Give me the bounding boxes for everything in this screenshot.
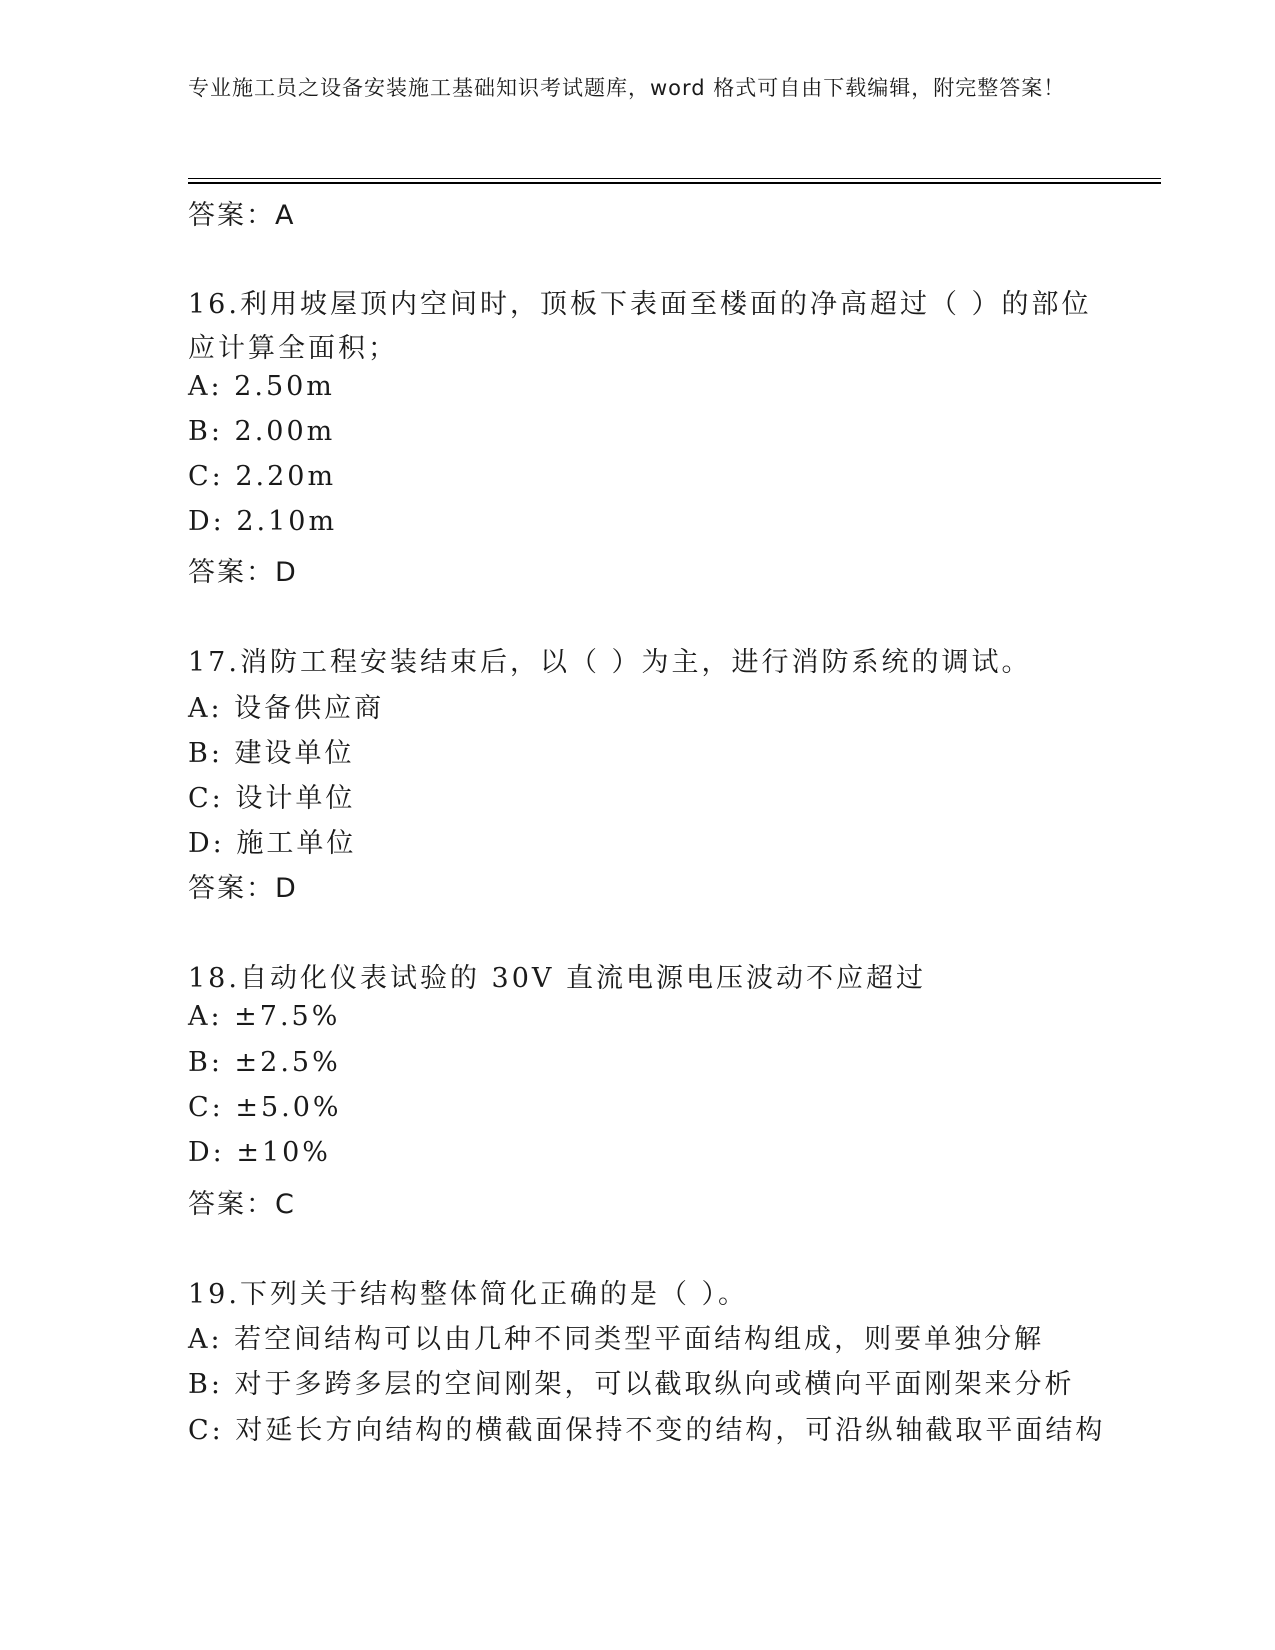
header-divider-thick	[188, 182, 1161, 184]
question-19-option-c: C: 对延长方向结构的横截面保持不变的结构，可沿纵轴截取平面结构	[188, 1415, 1106, 1446]
document-header: 专业施工员之设备安装施工基础知识考试题库，word 格式可自由下载编辑，附完整答案！	[188, 76, 1066, 100]
question-16-option-d: D: 2.10m	[188, 506, 338, 537]
question-19-option-a: A: 若空间结构可以由几种不同类型平面结构组成，则要单独分解	[188, 1324, 1045, 1355]
question-17-option-c: C: 设计单位	[188, 783, 356, 814]
header-divider-thin	[188, 178, 1161, 179]
question-18-option-c: C: ±5.0%	[188, 1092, 342, 1123]
question-18-option-a: A: ±7.5%	[188, 1001, 341, 1032]
question-16-option-c: C: 2.20m	[188, 461, 337, 492]
question-17-stem: 17.消防工程安装结束后，以（ ）为主，进行消防系统的调试。	[188, 647, 1032, 678]
question-18-stem: 18.自动化仪表试验的 30V 直流电源电压波动不应超过	[188, 963, 926, 994]
question-17-option-b: B: 建设单位	[188, 738, 355, 769]
question-16-stem: 16.利用坡屋顶内空间时，顶板下表面至楼面的净高超过（ ）的部位	[188, 289, 1092, 320]
answer-16: 答案：D	[188, 557, 298, 588]
question-18-option-d: D: ±10%	[188, 1137, 331, 1168]
answer-17: 答案：D	[188, 873, 298, 904]
question-17-option-a: A: 设备供应商	[188, 693, 385, 724]
question-19-option-b: B: 对于多跨多层的空间刚架，可以截取纵向或横向平面刚架来分析	[188, 1369, 1075, 1400]
question-18-option-b: B: ±2.5%	[188, 1047, 341, 1078]
question-16-option-b: B: 2.00m	[188, 416, 336, 447]
answer-15: 答案：A	[188, 200, 296, 231]
question-17-option-d: D: 施工单位	[188, 828, 357, 859]
answer-18: 答案：C	[188, 1189, 296, 1220]
question-16-option-a: A: 2.50m	[188, 371, 335, 402]
question-16-stem-cont: 应计算全面积；	[188, 333, 398, 364]
question-19-stem: 19.下列关于结构整体简化正确的是（ ）。	[188, 1279, 749, 1310]
